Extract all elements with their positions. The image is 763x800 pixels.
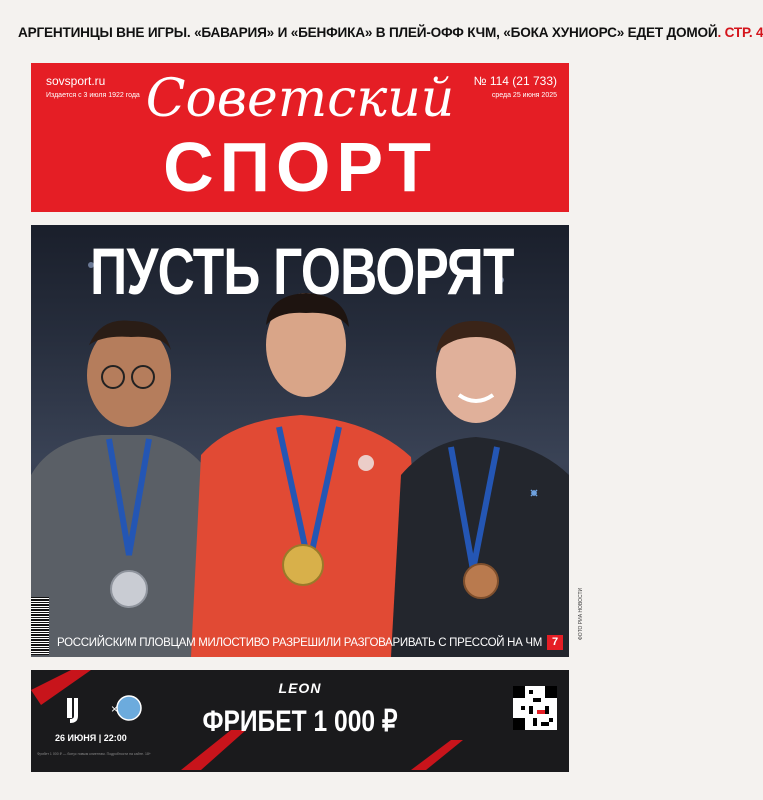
versus-sign: × <box>111 702 119 716</box>
photo-credit: ФОТО РИА НОВОСТИ <box>578 587 584 640</box>
since-text: Издается с 3 июля 1922 года <box>46 92 140 99</box>
masthead <box>31 63 569 212</box>
caption-page-badge: 7 <box>547 635 563 650</box>
issue-number: № 114 (21 733) <box>473 74 557 88</box>
issue-date: среда 25 июня 2025 <box>491 92 557 99</box>
advert-banner[interactable] <box>31 670 569 772</box>
teaser-line <box>18 25 763 40</box>
qr-code-icon[interactable] <box>513 686 557 730</box>
teaser-text: АРГЕНТИНЦЫ ВНЕ ИГРЫ. «БАВАРИЯ» И «БЕНФИКА» В ПЛЕЙ-ОФФ КЧМ, «БОКА ХУНИОРС» ЕДЕТ ДОМОЙ <box>18 25 718 40</box>
site-url: sovsport.ru <box>46 74 106 88</box>
ad-offer[interactable]: ФРИБЕТ 1 000 ₽ <box>202 705 398 738</box>
logo-script: Советский <box>145 69 455 129</box>
barcode <box>31 597 49 655</box>
logo-block: СПОРТ <box>163 128 437 206</box>
cover-photo <box>31 225 569 657</box>
ad-fine-print: Фрибет 1 000 ₽ — бонус новым клиентам. Подробности на сайте. 18+ <box>37 752 151 756</box>
match-time: 26 ИЮНЯ | 22:00 <box>55 733 127 743</box>
cover-headline: ПУСТЬ ГОВОРЯТ <box>90 234 514 308</box>
teaser-page-ref: . СТР. 4 <box>717 25 763 40</box>
cover-caption: РОССИЙСКИМ ПЛОВЦАМ МИЛОСТИВО РАЗРЕШИЛИ РАЗГОВАРИВАТЬ С ПРЕССОЙ НА ЧМ <box>57 637 542 649</box>
ad-brand: LEON <box>278 680 322 696</box>
